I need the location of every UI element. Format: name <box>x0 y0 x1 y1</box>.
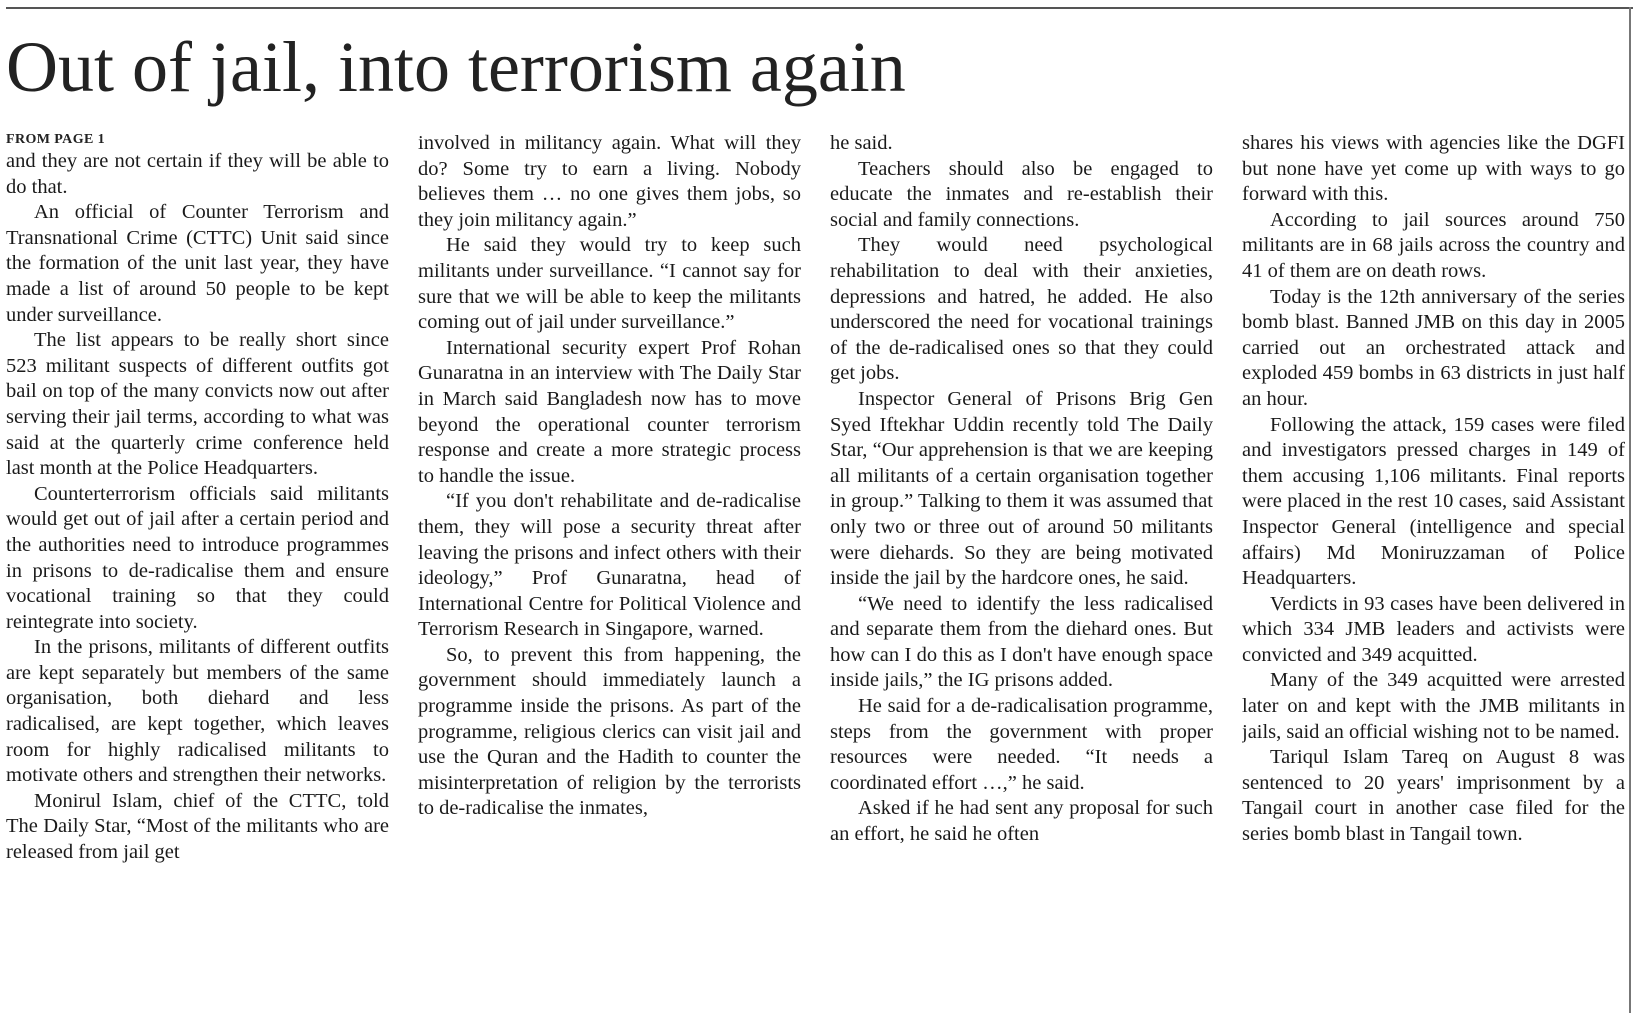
paragraph: An official of Counter Terrorism and Transnational Crime (CTTC) Unit said since the formation of the unit last year, they have made a list of around 50 people to be kept under surveillance. <box>6 201 389 326</box>
paragraph: “We need to identify the less radicalised and separate them from the diehard ones. But how can I do this as I don't have enough space inside jails,” the IG prisons added. <box>830 592 1213 692</box>
paragraph: In the prisons, militants of different outfits are kept separately but members of the same organisation, both diehard and less radicalised, are kept together, which leaves room for highly radicalised militants to motivate others and strengthen their networks. <box>6 636 389 787</box>
paragraph: The list appears to be really short since 523 militant suspects of different outfits got bail on top of the many convicts now out after serving their jail terms, according to what was said at the quarterly crime conference held last month at the Police Headquarters. <box>6 329 389 480</box>
paragraph: he said. <box>830 132 893 154</box>
paragraph: Teachers should also be engaged to educate the inmates and re-establish their social and family connections. <box>830 157 1213 231</box>
paragraph: He said they would try to keep such militants under surveillance. “I cannot say for sure that we will be able to keep the militants coming out of jail under surveillance.” <box>418 234 801 334</box>
article-column-2 <box>418 131 801 1006</box>
article-column-4 <box>1242 131 1625 1006</box>
paragraph: “If you don't rehabilitate and de-radicalise them, they will pose a security threat after leaving the prisons and infect others with their ideology,” Prof Gunaratna, head of International Centre for Political Violence and Terrorism Research in Singapore, warned. <box>418 490 801 641</box>
paragraph: Following the attack, 159 cases were filed and investigators pressed charges in 149 of them accusing 1,106 militants. Final reports were placed in the rest 10 cases, said Assistant Inspector General (intelligence and special affairs) Md Moniruzzaman of Police Headquarters. <box>1242 413 1625 590</box>
paragraph: They would need psychological rehabilitation to deal with their anxieties, depressions and hatred, he added. He also underscored the need for vocational trainings of the de-radicalised ones so that they could get jobs. <box>830 234 1213 385</box>
paragraph: Tariqul Islam Tareq on August 8 was sentenced to 20 years' imprisonment by a Tangail court in another case filed for the series bomb blast in Tangail town. <box>1242 746 1625 846</box>
article-column-3 <box>830 131 1213 1006</box>
paragraph: Counterterrorism officials said militants would get out of jail after a certain period and the authorities need to introduce programmes in prisons to de-radicalise them and ensure vocational training so that they could reintegrate into society. <box>6 482 389 633</box>
paragraph: Asked if he had sent any proposal for such an effort, he said he often <box>830 797 1213 846</box>
paragraph: Monirul Islam, chief of the CTTC, told The Daily Star, “Most of the militants who are released from jail get <box>6 789 389 864</box>
paragraph: Many of the 349 acquitted were arrested later on and kept with the JMB militants in jails, said an official wishing not to be named. <box>1242 669 1625 743</box>
right-rule <box>1629 7 1631 1013</box>
paragraph: According to jail sources around 750 militants are in 68 jails across the country and 41 of them are on death rows. <box>1242 208 1625 282</box>
paragraph: He said for a de-radicalisation programme, steps from the government with proper resources were needed. “It needs a coordinated effort …,” he said. <box>830 695 1213 794</box>
top-rule <box>6 7 1633 9</box>
paragraph: involved in militancy again. What will they do? Some try to earn a living. Nobody believes them … no one gives them jobs, so they join militancy again.” <box>418 132 801 231</box>
paragraph: Today is the 12th anniversary of the series bomb blast. Banned JMB on this day in 2005 carried out an orchestrated attack and exploded 459 bombs in 63 districts in just half an hour. <box>1242 285 1625 410</box>
paragraph: Verdicts in 93 cases have been delivered in which 334 JMB leaders and activists were convicted and 349 acquitted. <box>1242 592 1625 666</box>
paragraph: Inspector General of Prisons Brig Gen Syed Iftekhar Uddin recently told The Daily Star, “Our apprehension is that we are keeping all militants of a certain organisation together in group.” Talking to them it was assumed that only two or three out of around 50 militants were diehards. So they are being motivated inside the jail by the hardcore ones, he said. <box>830 387 1213 590</box>
headline: Out of jail, into terrorism again <box>6 27 906 107</box>
article-columns <box>6 131 1626 1006</box>
article-column-1 <box>6 131 389 1006</box>
paragraph: and they are not certain if they will be able to do that. <box>6 150 389 198</box>
paragraph: International security expert Prof Rohan Gunaratna in an interview with The Daily Star in March said Bangladesh now has to move beyond the operational counter terrorism response and create a more strategic process to handle the issue. <box>418 336 801 487</box>
jump-label: FROM PAGE 1 <box>6 132 106 147</box>
paragraph: shares his views with agencies like the DGFI but none have yet come up with ways to go forward with this. <box>1242 132 1625 206</box>
paragraph: So, to prevent this from happening, the government should immediately launch a programme inside the prisons. As part of the programme, religious clerics can visit jail and use the Quran and the Hadith to counter the misinterpretation of religion by the terrorists to de-radicalise the inmates, <box>418 643 801 820</box>
